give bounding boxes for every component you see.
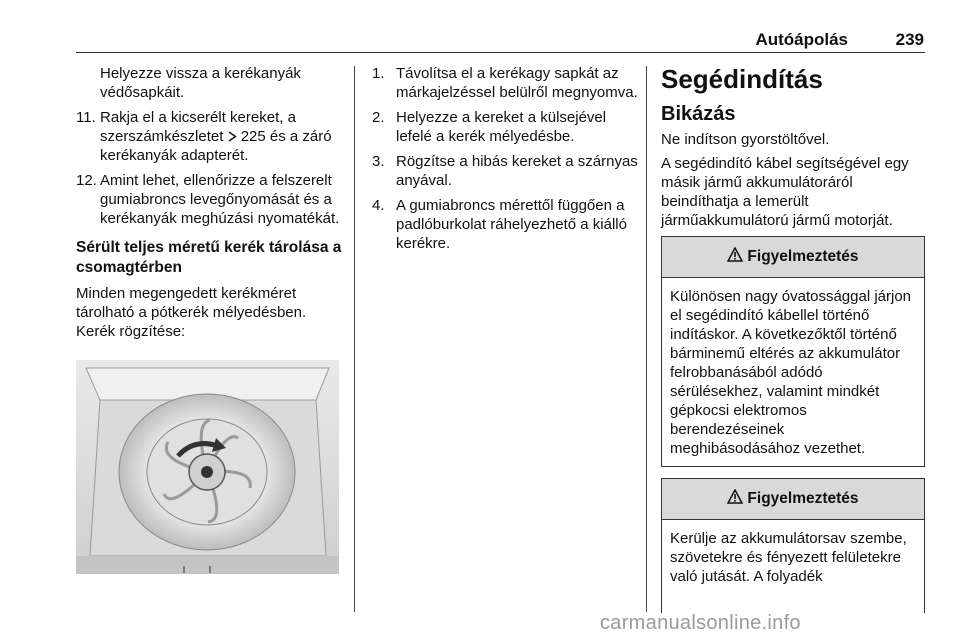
column-divider-2 (646, 66, 647, 612)
list-item-number: 12. (76, 172, 97, 189)
section-title: Autóápolás (755, 30, 848, 49)
subsection-heading: Bikázás (661, 103, 736, 125)
subsection-heading: Sérült teljes méretű kerék tárolása a csomagtérben (76, 239, 342, 276)
warning-text: Különösen nagy óvatossággal járjon el segédindító kábellel történő indításkor. A következőktől történő bárminemű eltérés az akkumulátor felrobbanásából adódó sérülésekhez, valamint mindkét gépkocsi elektromos berendezéseinek meghibásodásához vezethet. (670, 288, 912, 457)
list-item-ref: 225 és a záró kerékanyák adapterét. (100, 128, 332, 164)
warning-text: Kerülje az akkumulátorsav szembe, szövetekre és fényezett felületekre való jutását. A folyadék (670, 530, 907, 585)
list-item-number: 1. (372, 65, 385, 82)
section-heading: Segédindítás (661, 64, 823, 94)
list-item-text: Rögzítse a hibás kereket a szárnyas anyával. (396, 153, 638, 189)
list-item-number: 11. (76, 109, 96, 126)
list-item-text: Helyezze a kereket a külsejével lefelé a kerék mélyedésbe. (396, 109, 607, 145)
page-number: 239 (895, 30, 924, 49)
warning-header (662, 479, 924, 520)
list-item-text: Távolítsa el a kerékagy sapkát az márkajelzéssel belülről megnyomva. (396, 65, 638, 101)
list-item (372, 196, 638, 253)
list-item-number: 3. (372, 153, 385, 170)
warning-box (661, 478, 925, 613)
list-item-text: A gumiabroncs mérettől függően a padlóburkolat ráhelyezhető a kiálló kerékre. (396, 197, 627, 252)
list-item-text: Amint lehet, ellenőrizze a felszerelt gumiabroncs levegőnyomását és a kerékanyák meghúzási nyomatékát. (100, 172, 340, 227)
list-item-text: Helyezze vissza a kerékanyák védősapkáit. (100, 65, 301, 101)
warning-triangle-icon (727, 489, 747, 509)
list-item (372, 108, 638, 146)
middle-column (372, 64, 638, 259)
spare-wheel-illustration (76, 360, 339, 574)
paragraph: A segédindító kábel segítségével egy másik jármű akkumulátoráról beindíthatja a lemerült járműakkumulátorú jármű motorját. (661, 155, 909, 229)
list-item (372, 152, 638, 190)
arrow-ref-icon (228, 128, 237, 145)
warning-header (662, 237, 924, 278)
list-item (76, 108, 346, 165)
warning-box (661, 236, 925, 467)
right-column (661, 64, 927, 230)
watermark: carmanualsonline.info (600, 612, 801, 634)
warning-triangle-icon (727, 247, 747, 267)
list-item-text: Rakja el a kicserélt kereket, a szerszámkészletet (100, 109, 296, 145)
header-divider (76, 52, 925, 53)
list-item-continuation (76, 64, 346, 102)
warning-title: Figyelmeztetés (747, 490, 859, 507)
column-divider-1 (354, 66, 355, 612)
warning-title: Figyelmeztetés (747, 248, 859, 265)
list-item (372, 64, 638, 102)
list-item-number: 2. (372, 109, 385, 126)
list-item-number: 4. (372, 197, 385, 214)
paragraph: Ne indítson gyorstöltővel. (661, 131, 830, 148)
left-column (76, 64, 346, 341)
paragraph: Minden megengedett kerékméret tárolható a pótkerék mélyedésben. Kerék rögzítése: (76, 285, 307, 340)
list-item (76, 171, 346, 228)
